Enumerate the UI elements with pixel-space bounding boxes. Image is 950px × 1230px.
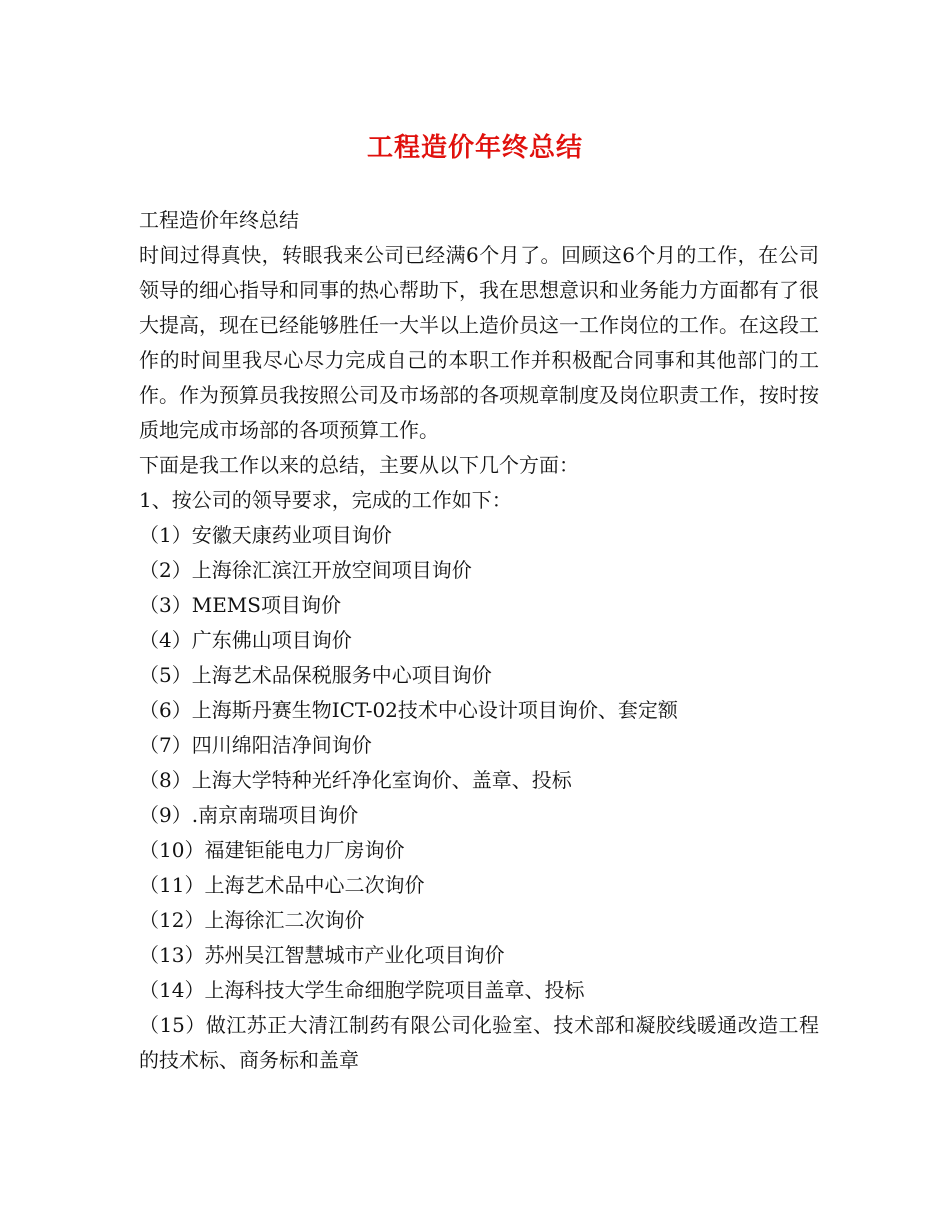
document-body <box>139 203 819 1078</box>
list-item: （15）做江苏正大清江制药有限公司化验室、技术部和凝胶线暖通改造工程的技术标、商务标和盖章 <box>139 1013 819 1072</box>
document-title: 工程造价年终总结 <box>366 133 583 163</box>
summary-intro: 下面是我工作以来的总结，主要从以下几个方面： <box>139 453 579 477</box>
list-item: （3）MEMS项目询价 <box>139 593 341 617</box>
list-item: （7）四川绵阳洁净间询价 <box>139 733 372 757</box>
section-heading: 1、按公司的领导要求，完成的工作如下： <box>139 488 512 512</box>
list-item: （13）苏州吴江智慧城市产业化项目询价 <box>139 943 505 967</box>
document-subtitle: 工程造价年终总结 <box>139 208 299 232</box>
list-item: （1）安徽天康药业项目询价 <box>139 523 392 547</box>
intro-paragraph: 时间过得真快，转眼我来公司已经满6个月了。回顾这6个月的工作，在公司领导的细心指导和同事的热心帮助下，我在思想意识和业务能力方面都有了很大提高，现在已经能够胜任一大半以上造价员这一工作岗位的工作。在这段工作的时间里我尽心尽力完成自己的本职工作并积极配合同事和其他部门的工作。作为预算员我按照公司及市场部的各项规章制度及岗位职责工作，按时按质地完成市场部的各项预算工作。 <box>139 243 819 442</box>
list-item: （9）.南京南瑞项目询价 <box>139 803 359 827</box>
list-item: （10）福建钜能电力厂房询价 <box>139 838 405 862</box>
list-item: （11）上海艺术品中心二次询价 <box>139 873 425 897</box>
list-item: （8）上海大学特种光纤净化室询价、盖章、投标 <box>139 768 572 792</box>
list-item: （12）上海徐汇二次询价 <box>139 908 365 932</box>
list-item: （2）上海徐汇滨江开放空间项目询价 <box>139 558 472 582</box>
list-item: （5）上海艺术品保税服务中心项目询价 <box>139 663 492 687</box>
list-item: （6）上海斯丹赛生物ICT-02技术中心设计项目询价、套定额 <box>139 698 678 722</box>
list-item: （4）广东佛山项目询价 <box>139 628 352 652</box>
list-item: （14）上海科技大学生命细胞学院项目盖章、投标 <box>139 978 585 1002</box>
